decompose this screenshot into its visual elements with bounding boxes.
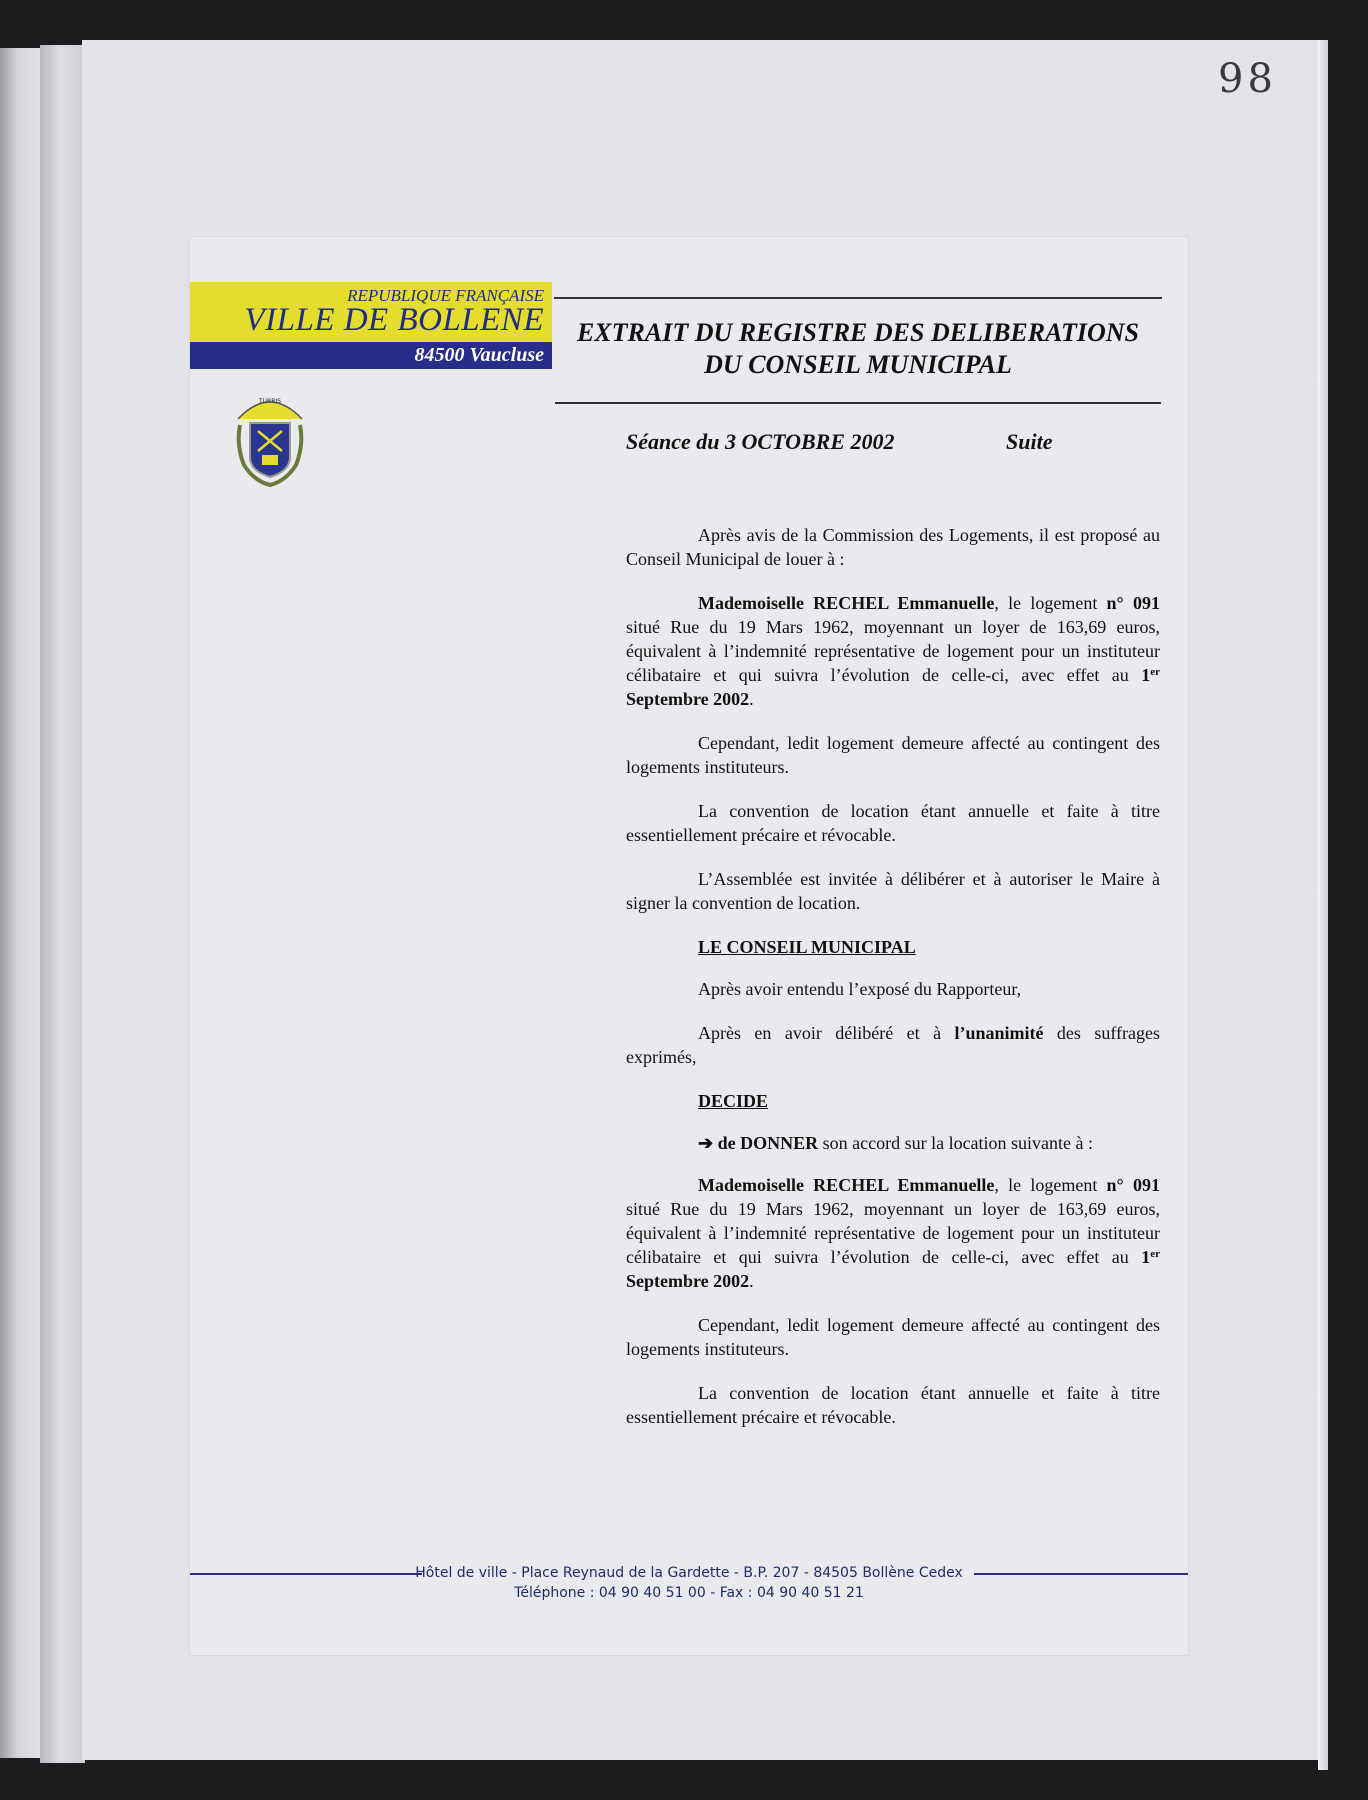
- heading-conseil: LE CONSEIL MUNICIPAL: [698, 937, 916, 957]
- paragraph-vote: Après en avoir délibéré et à l’unanimité des suffrages exprimés,: [626, 1023, 1160, 1067]
- paragraph-contingent-decision: Cependant, ledit logement demeure affecté au contingent des logements instituteurs.: [626, 1315, 1160, 1359]
- deliberation-body: [626, 523, 1160, 1429]
- paragraph-rapporteur: Après avoir entendu l’exposé du Rapporteur,: [698, 979, 1022, 999]
- republic-label: REPUBLIQUE FRANÇAISE: [347, 286, 544, 305]
- paragraph-tenant-decision: Mademoiselle RECHEL Emmanuelle, le logement n° 091 situé Rue du 19 Mars 1962, moyennant un loyer de 163,69 euros, équivalent à l’indemnité représentative de logement pour un instituteur célibataire et qui suivra l’évolution de celle-ci, avec effet au 1er Septembre 2002.: [626, 1175, 1160, 1291]
- footer-address-line: Hôtel de ville - Place Reynaud de la Gardette - B.P. 207 - 84505 Bollène Cedex: [415, 1565, 963, 1581]
- tenant-name: Mademoiselle RECHEL Emmanuelle: [698, 1175, 995, 1195]
- paragraph-contingent: Cependant, ledit logement demeure affecté au contingent des logements instituteurs.: [626, 733, 1160, 777]
- book-spine: [40, 45, 85, 1763]
- footer-phone-line: Téléphone : 04 90 40 51 00 - Fax : 04 90 40 51 21: [514, 1585, 864, 1601]
- tenant-name: Mademoiselle RECHEL Emmanuelle: [698, 593, 995, 613]
- footer-address: [190, 1563, 1188, 1603]
- lease-terms: situé Rue du 19 Mars 1962, moyennant un loyer de 163,69 euros, équivalent à l’indemnité représentative de logement pour un instituteur célibataire et qui suivra l’évolution de celle-ci, avec effet au: [626, 617, 1160, 685]
- dwelling-number: n° 091: [1106, 1175, 1160, 1195]
- page-number: 98: [1218, 56, 1277, 102]
- left-page-edge: [0, 48, 44, 1758]
- paragraph-tenant: Mademoiselle RECHEL Emmanuelle, le logement n° 091 situé Rue du 19 Mars 1962, moyennant un loyer de 163,69 euros, équivalent à l’indemnité représentative de logement pour un instituteur célibataire et qui suivra l’évolution de celle-ci, avec effet au 1er Septembre 2002.: [626, 593, 1160, 709]
- paragraph-proposal: Après avis de la Commission des Logements, il est proposé au Conseil Municipal de louer à :: [626, 525, 1160, 569]
- document-title-line-2: DU CONSEIL MUNICIPAL: [704, 350, 1012, 379]
- coat-of-arms-icon: [230, 385, 310, 489]
- dwelling-number: n° 091: [1106, 593, 1160, 613]
- city-name: VILLE DE BOLLENE: [244, 302, 544, 338]
- heading-decide: DECIDE: [698, 1091, 769, 1111]
- header-bottom-rule: [555, 402, 1161, 404]
- effective-date: 1er Septembre 2002: [626, 665, 1160, 709]
- document-title: [554, 317, 1162, 381]
- arrow-icon: ➔: [698, 1133, 714, 1153]
- municipal-letterhead: [190, 282, 552, 369]
- deliberation-sheet: [190, 237, 1188, 1655]
- effective-date: 1er Septembre 2002: [626, 1247, 1160, 1291]
- session-suite: Suite: [1006, 429, 1053, 454]
- postcode-band: 84500 Vaucluse: [190, 342, 552, 369]
- tenant-text: , le logement: [994, 593, 1107, 613]
- paragraph-convention-decision: La convention de location étant annuelle et faite à titre essentiellement précaire et révocable.: [626, 1383, 1160, 1427]
- letterhead-yellow-band: [190, 282, 552, 342]
- page-edge: [1318, 40, 1328, 1770]
- header-top-rule: [554, 297, 1162, 299]
- document-title-line-1: EXTRAIT DU REGISTRE DES DELIBERATIONS: [576, 318, 1140, 347]
- crest-motto: TURRIS: [259, 398, 281, 405]
- paragraph-assembly: L’Assemblée est invitée à délibérer et à autoriser le Maire à signer la convention de location.: [626, 869, 1160, 913]
- session-date: Séance du 3 OCTOBRE 2002: [626, 429, 895, 454]
- paragraph-convention: La convention de location étant annuelle et faite à titre essentiellement précaire et révocable.: [626, 801, 1160, 845]
- paragraph-decision: ➔ de DONNER son accord sur la location suivante à :: [698, 1133, 1094, 1153]
